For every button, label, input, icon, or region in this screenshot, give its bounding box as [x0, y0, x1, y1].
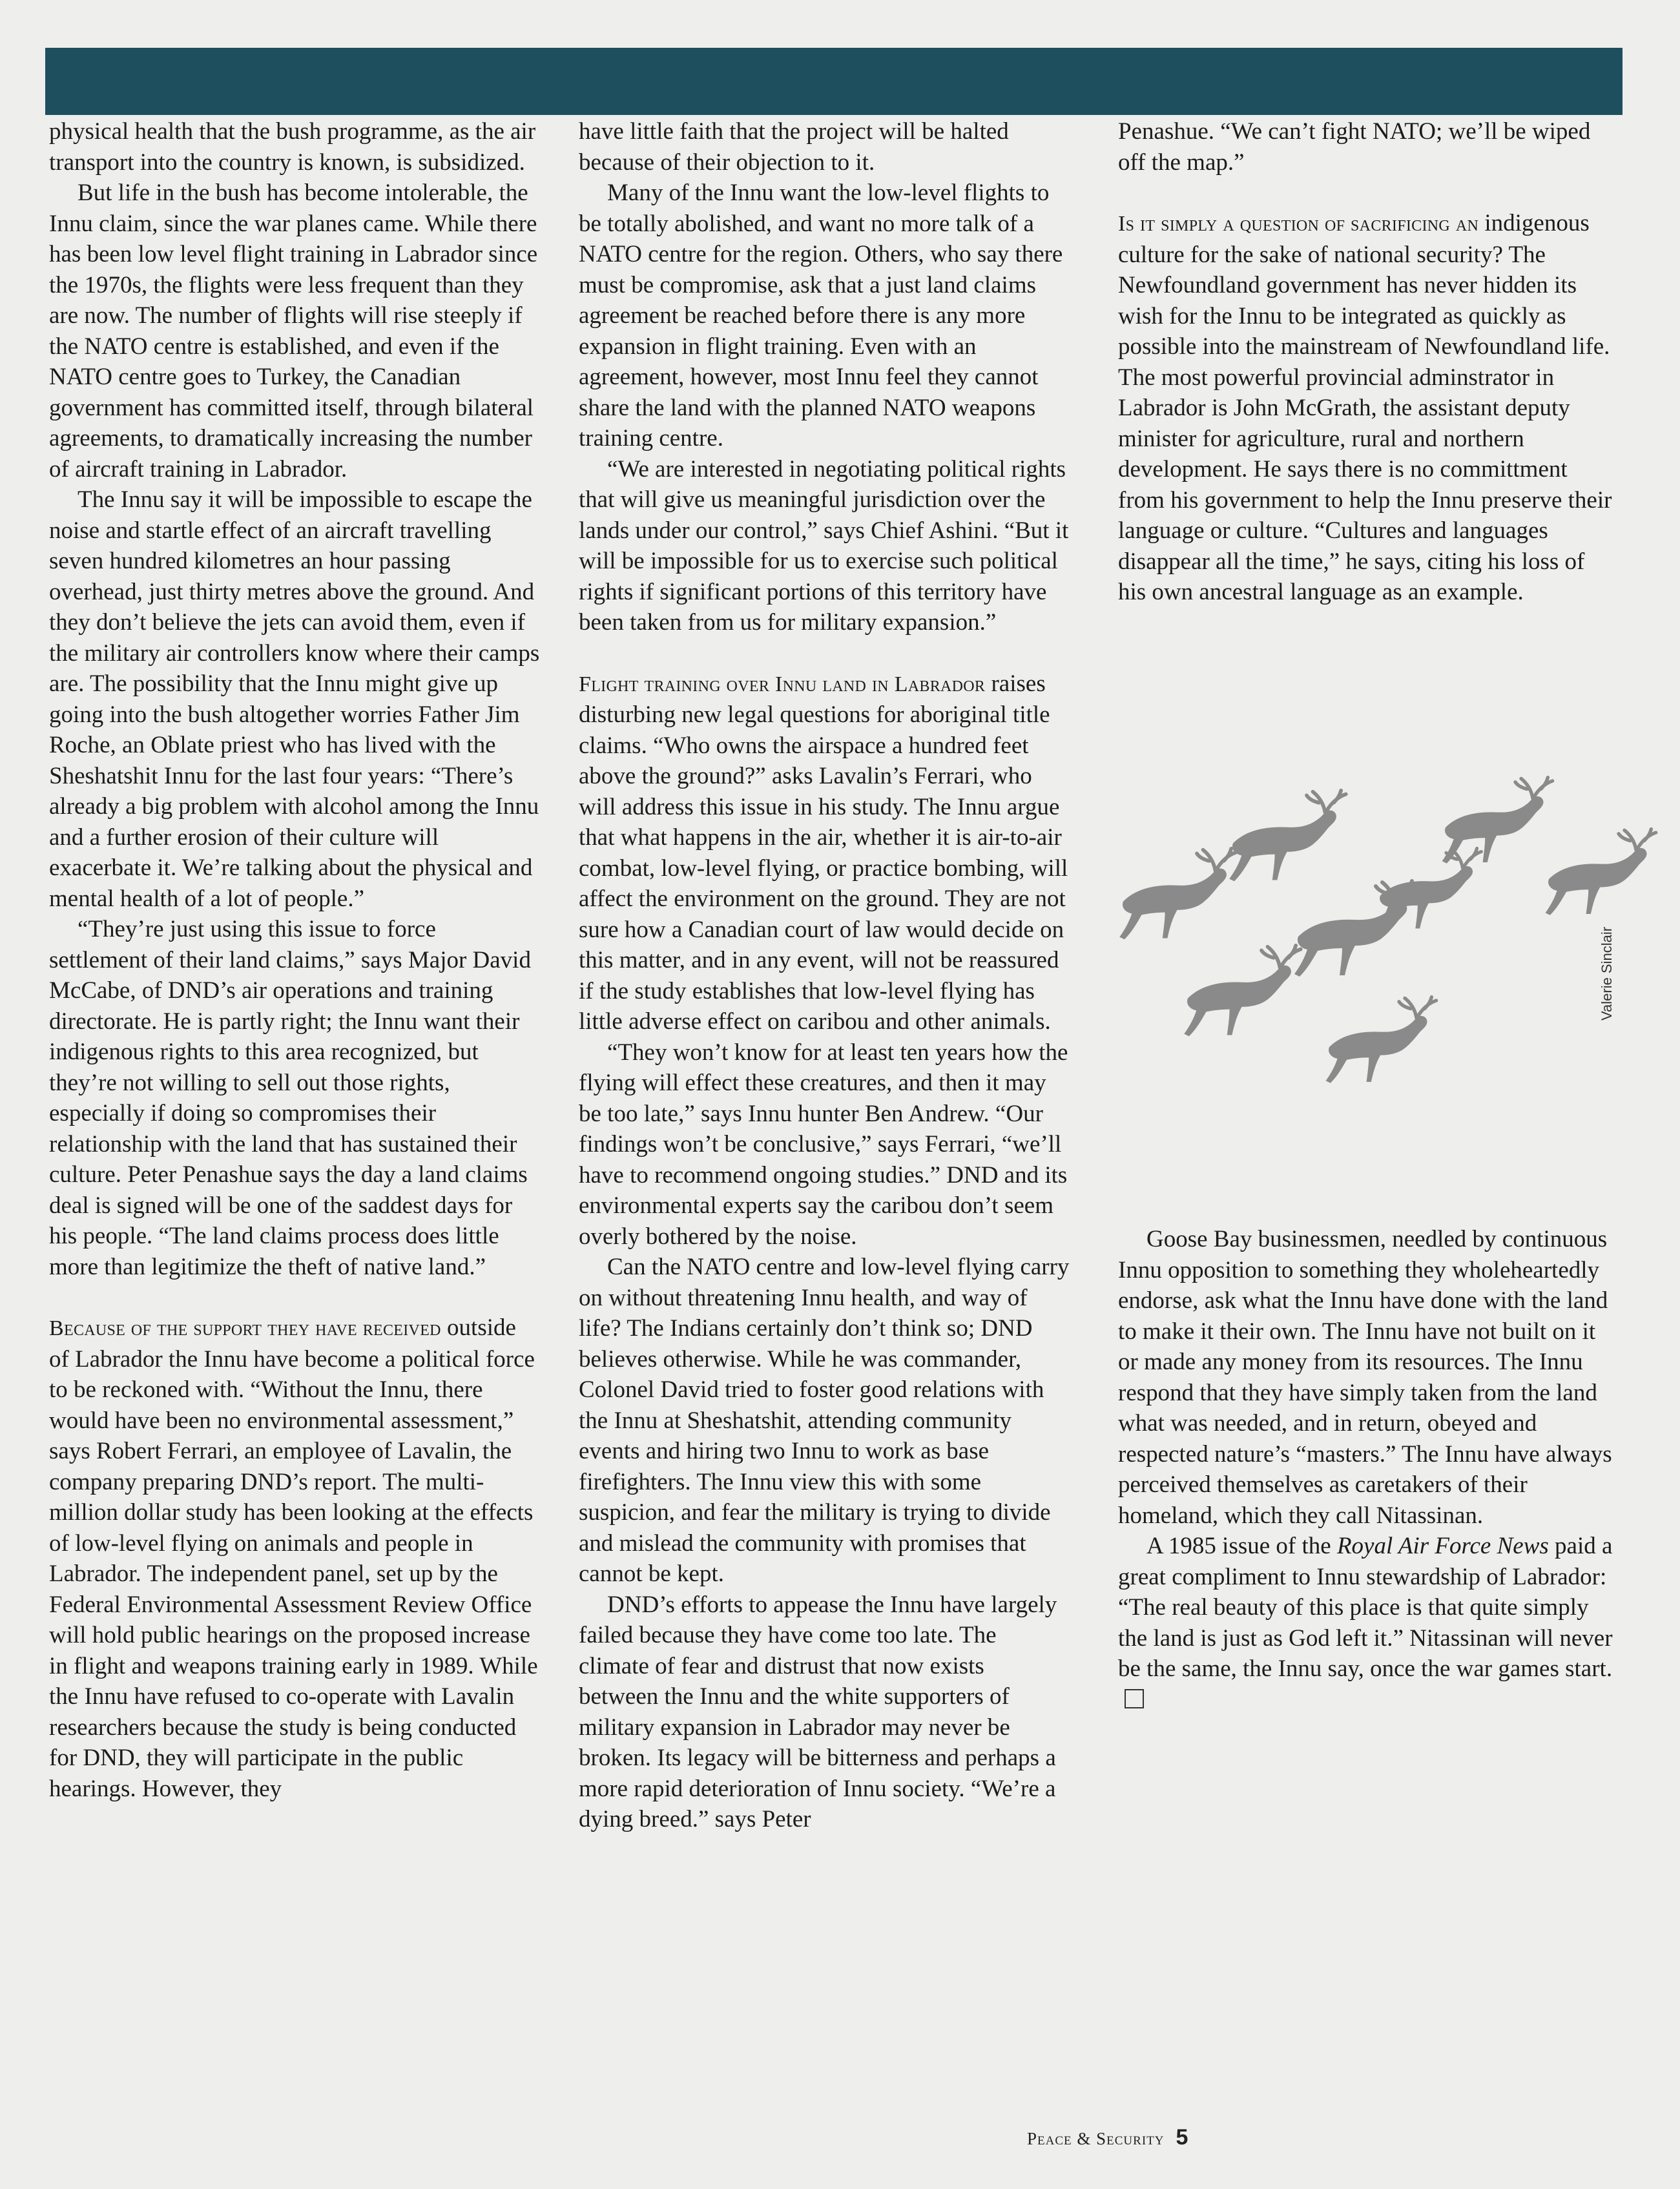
paragraph-text: raises disturbing new legal questions for aboriginal title claims. “Who owns the airspace a hundred feet above the ground?” asks Lavalin’s Ferrari, who will address this issue in his study. The Innu argue that what happens in the air, whether it is air-to-air combat, low-level flying, or practice bombing, will affect the environment on the ground. They are not sure how a Canadian court of law would decide on this matter, and in any event, will not be reassured if the study establishes that low-level flying has little adverse effect on caribou and other animals.	[579, 670, 1068, 1035]
column-3-lower	[1118, 1224, 1615, 1715]
paragraph-text: A 1985 issue of the	[1146, 1533, 1337, 1559]
paragraph: “They’re just using this issue to force settlement of their land claims,” says Major David McCabe, of DND’s air operations and training directorate. He is partly right; the Innu want their indigenous rights to this area recognized, but they’re not willing to sell out those rights, especially if doing so compromises their relationship with the land that has sustained their culture. Peter Penashue says the day a land claims deal is signed will be one of the saddest days for his people. “The land claims process does little more than legitimize the theft of native land.”	[49, 916, 531, 1280]
paragraph: Goose Bay businessmen, needled by continuous Innu opposition to something they wholeheartedly endorse, ask what the Innu have done with the land to make it their own. The Innu have not built on it or made any money from its resources. The Innu respond that they have simply taken from the land what was needed, and in return, obeyed and respected nature’s “masters.” The Innu have always perceived themselves as caretakers of their homeland, which they call Nitassinan.	[1118, 1226, 1612, 1529]
publication-title: Royal Air Force News	[1336, 1533, 1549, 1559]
paragraph	[1118, 1531, 1615, 1715]
paragraph-text: outside of Labrador the Innu have become a political force to be reckoned with. “Without the Innu, there would have been no environmental assessment,” says Robert Ferrari, an employee of Lavalin, the company preparing DND’s report. The multi-million dollar study has been looking at the effects of low-level flying on animals and people in Labrador. The independent panel, set up by the Federal Environmental Assessment Review Office will hold public hearings on the proposed increase in flight and weapons training early in 1989. While the Innu have refused to co-operate with Lavalin researchers because the study is being conducted for DND, they will participate in the public hearings. However, they	[49, 1314, 538, 1802]
paragraph: Penashue. “We can’t fight NATO; we’ll be wiped off the map.”	[1118, 118, 1591, 176]
column-3	[1118, 116, 1615, 608]
paragraph: physical health that the bush programme, as the air transport into the country is known, is subsidized.	[49, 118, 536, 176]
publication-name: Peace & Security	[1027, 2129, 1165, 2148]
illustration-credit: Valerie Sinclair	[1599, 926, 1615, 1021]
paragraph-text: paid a great compliment to Innu stewardship of Labrador: “The real beauty of this place is that quite simply the land is just as God left it.” Nitassinan will never be the same, the Innu say, once the war games start.	[1118, 1533, 1613, 1682]
paragraph: “We are interested in negotiating political rights that will give us meaningful jurisdiction over the lands under our control,” says Chief Ashini. “But it will be impossible for us to exercise such political rights if significant portions of this territory have been taken from us for military expansion.”	[579, 455, 1069, 636]
section-paragraph	[1118, 208, 1615, 608]
section-lead-in: Flight training over Innu land in Labrador	[579, 672, 986, 696]
caribou-herd-illustration	[1008, 749, 1680, 1111]
section-lead-in: Because of the support they have received	[49, 1316, 441, 1340]
paragraph: DND’s efforts to appease the Innu have largely failed because they have come too late. The climate of fear and distrust that now exists between the Innu and the white supporters of military expansion in Labrador may never be broken. Its legacy will be bitterness and perhaps a more rapid deterioration of Innu society. “We’re a dying breed.” says Peter	[579, 1591, 1057, 1832]
paragraph-text: indigenous culture for the sake of national security? The Newfoundland government has never hidden its wish for the Innu to be integrated as quickly as possible into the mainstream of Newfoundland life. The most powerful provincial adminstrator in Labrador is John McGrath, the assistant deputy minister for agriculture, rural and northern development. He says there is no committment from his government to help the Innu preserve their language or culture. “Cultures and languages disappear all the time,” he says, citing his loss of his own ancestral language as an example.	[1118, 210, 1612, 605]
column-1	[49, 116, 540, 1804]
column-2	[579, 116, 1070, 1835]
paragraph: Many of the Innu want the low-level flights to be totally abolished, and want no more talk of a NATO centre for the region. Others, who say there must be compromise, ask that a just land claims agreement be reached before there is any more expansion in flight training. Even with an agreement, however, most Innu feel they cannot share the land with the planned NATO weapons training centre.	[579, 180, 1063, 451]
paragraph: Can the NATO centre and low-level flying carry on without threatening Innu health, and way of life? The Indians certainly don’t think so; DND believes otherwise. While he was commander, Colonel David tried to foster good relations with the Innu at Sheshatshit, attending community events and hiring two Innu to work as base firefighters. The Innu view this with some suspicion, and fear the military is trying to divide and mislead the community with promises that cannot be kept.	[579, 1254, 1070, 1587]
end-of-article-mark	[1125, 1689, 1144, 1708]
paragraph: But life in the bush has become intolerable, the Innu claim, since the war planes came. While there has been low level flight training in Labrador since the 1970s, the flights were less frequent than they are now. The number of flights will rise steeply if the NATO centre is established, and even if the NATO centre goes to Turkey, the Canadian government has committed itself, through bilateral agreements, to dramatically increasing the number of aircraft training in Labrador.	[49, 180, 538, 482]
paragraph: The Innu say it will be impossible to escape the noise and startle effect of an aircraft travelling seven hundred kilometres an hour passing overhead, just thirty metres above the ground. And they don’t believe the jets can avoid them, even if the military air controllers know where their camps are. The possibility that the Innu might give up going into the bush altogether worries Father Jim Roche, an Oblate priest who has lived with the Sheshatshit Innu for the last four years: “There’s already a big problem with alcohol among the Innu and a further erosion of their culture will exacerbate it. We’re talking about the physical and mental health of a lot of people.”	[49, 486, 540, 912]
paragraph: have little faith that the project will be halted because of their objection to it.	[579, 118, 1009, 176]
paragraph: “They won’t know for at least ten years how the flying will effect these creatures, and then it may be too late,” says Innu hunter Ben Andrew. “Our findings won’t be conclusive,” says Ferrari, “we’ll have to recommend ongoing studies.” DND and its environmental experts say the caribou don’t seem overly bothered by the noise.	[579, 1039, 1068, 1250]
section-lead-in: Is it simply a question of sacrificing an	[1118, 212, 1479, 236]
page-footer	[1027, 2125, 1188, 2150]
page-number: 5	[1176, 2125, 1189, 2150]
header-bar	[45, 48, 1623, 115]
section-paragraph	[579, 669, 1070, 1037]
section-paragraph	[49, 1312, 540, 1804]
